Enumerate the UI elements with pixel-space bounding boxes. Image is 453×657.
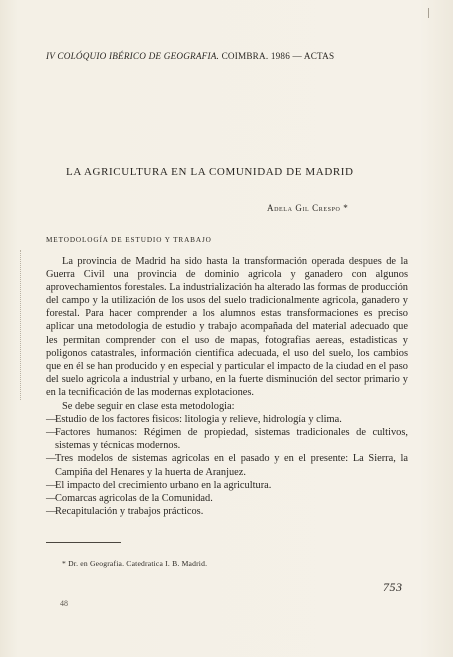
dash-marker: — (46, 492, 57, 504)
article-title: LA AGRICULTURA EN LA COMUNIDAD DE MADRID (66, 166, 354, 178)
place-year: COIMBRA. 1986 — ACTAS (221, 51, 335, 61)
dash-marker: — (46, 479, 57, 491)
list-item-text: Factores humanos: Régimen de propiedad, sistemas tradicionales de cultivos, sistemas y técnicas modernos. (55, 427, 408, 452)
footnote: * Dr. en Geografia. Catedratica I. B. Madrid. (62, 559, 208, 568)
list-item-text: Comarcas agricolas de la Comunidad. (55, 492, 213, 504)
paragraph: La provincia de Madrid ha sido hasta la transformación operada despues de la Guerra Civil una provincia de dominio agricola y ganadero con algunos aprovechamientos forestales. La industrialización ha alterado las formas de producción del campo y la utilización de los usos del suelo tradicionalmente agricola, ganadero y forestal. Para hacer comprender a los alumnos estas transformaciones es preciso aplicar una metodologia de estudio y trabajo acompañada del material adecuado que les permitan comprender con el uso de mapas, fotografias aereas, estadisticas y poligonos catastrales, información cientifica adecuada, el uso del suelo, los cambios que en él se han producido y en especial y particular el impacto de la ciudad en el paso del suelo agricola a industrial y urbano, en la fuerte disminución del sector primario y en la tecnificación de las modernas explotaciones. (46, 256, 408, 398)
corner-mark (428, 8, 432, 18)
list-item-text: El impacto del crecimiento urbano en la agricultura. (55, 479, 272, 491)
list-item-text: Estudio de los factores fisicos: litologia y relieve, hidrología y clima. (55, 414, 342, 426)
list-item (46, 479, 408, 492)
list-item (46, 505, 408, 518)
list-intro: Se debe seguir en clase esta metodologia: (62, 401, 235, 413)
margin-mark: 48 (60, 599, 68, 608)
list-item (46, 492, 408, 505)
author-name: Adela Gil Crespo * (267, 203, 349, 213)
dash-marker: — (46, 414, 57, 426)
list-item (46, 452, 408, 478)
list-item-text: Recapitulación y trabajos prácticos. (55, 505, 204, 517)
running-header (46, 51, 406, 61)
dash-marker: — (46, 505, 57, 517)
section-heading: METODOLOGÍA DE ESTUDIO Y TRABAJO (46, 236, 212, 244)
list-item (46, 426, 408, 452)
topic-list (46, 413, 408, 518)
body-text (46, 255, 408, 518)
footnote-rule (46, 542, 121, 543)
dash-marker: — (46, 453, 57, 465)
list-item (46, 413, 408, 426)
page-number: 753 (383, 580, 403, 594)
journal-name: IV COLÓQUIO IBÉRICO DE GEOGRAFIA. (46, 51, 220, 61)
dash-marker: — (46, 427, 57, 439)
binding-edge (20, 250, 25, 400)
list-item-text: Tres modelos de sistemas agricolas en el pasado y en el presente: La Sierra, la Campiña del Henares y la huerta de Aranjuez. (55, 453, 408, 478)
